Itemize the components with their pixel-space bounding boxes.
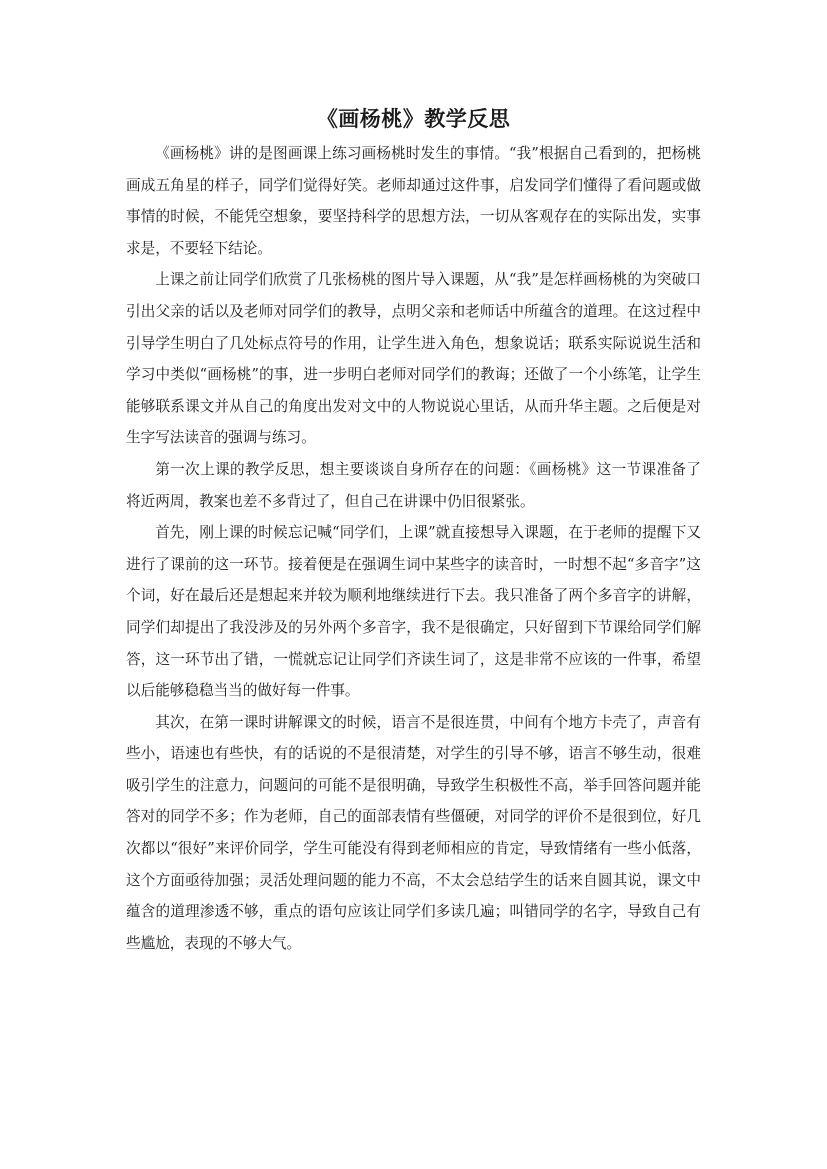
- paragraph-second-issue: 其次，在第一课时讲解课文的时候，语言不是很连贯，中间有个地方卡壳了，声音有些小，语速也有些快，有的话说的不是很清楚，对学生的引导不够，语言不够生动，很难吸引学生的注意力，问题问的可能不是很明确，导致学生积极性不高，举手回答问题并能答对的同学不多；作为老师，自己的面部表情有些僵硬，对同学的评价不是很到位，好几次都以“很好”来评价同学，学生可能没有得到老师相应的肯定，导致情绪有一些小低落，这个方面亟待加强；灵活处理问题的能力不高，不太会总结学生的话来自圆其说，课文中蕴含的道理渗透不够，重点的语句应该让同学们多读几遍；叫错同学的名字，导致自己有些尴尬，表现的不够大气。: [126, 713, 701, 952]
- paragraph-reflection-intro: 第一次上课的教学反思，想主要谈谈自身所存在的问题：《画杨桃》这一节课准备了将近两周，教案也差不多背过了，但自己在讲课中仍旧很紧张。: [126, 460, 701, 510]
- paragraph-lesson-flow: 上课之前让同学们欣赏了几张杨桃的图片导入课题，从“我”是怎样画杨桃的为突破口引出父亲的话以及老师对同学们的教导，点明父亲和老师话中所蕴含的道理。在这过程中引导学生明白了几处标点符号的作用，让学生进入角色，想象说话；联系实际说说生活和学习中类似“画杨桃”的事，进一步明白老师对同学们的教诲；还做了一个小练笔，让学生能够联系课文并从自己的角度出发对文中的人物说说心里话，从而升华主题。之后便是对生字写法读音的强调与练习。: [126, 271, 701, 447]
- document-title: 《画杨桃》教学反思: [316, 106, 511, 131]
- paragraph-intro: 《画杨桃》讲的是图画课上练习画杨桃时发生的事情。“我”根据自己看到的，把杨桃画成五角星的样子，同学们觉得好笑。老师却通过这件事，启发同学们懂得了看问题或做事情的时候，不能凭空想象，要坚持科学的思想方法，一切从客观存在的实际出发，实事求是，不要轻下结论。: [126, 145, 701, 257]
- paragraph-first-issue: 首先，刚上课的时候忘记喊“同学们，上课”就直接想导入课题，在于老师的提醒下又进行了课前的这一环节。接着便是在强调生词中某些字的读音时，一时想不起“多音字”这个词，好在最后还是想起来并较为顺利地继续进行下去。我只准备了两个多音字的讲解，同学们却提出了我没涉及的另外两个多音字，我不是很确定，只好留到下节课给同学们解答，这一环节出了错，一慌就忘记让同学们齐读生词了，这是非常不应该的一件事，希望以后能够稳稳当当的做好每一件事。: [126, 524, 701, 700]
- document-page: [126, 104, 701, 959]
